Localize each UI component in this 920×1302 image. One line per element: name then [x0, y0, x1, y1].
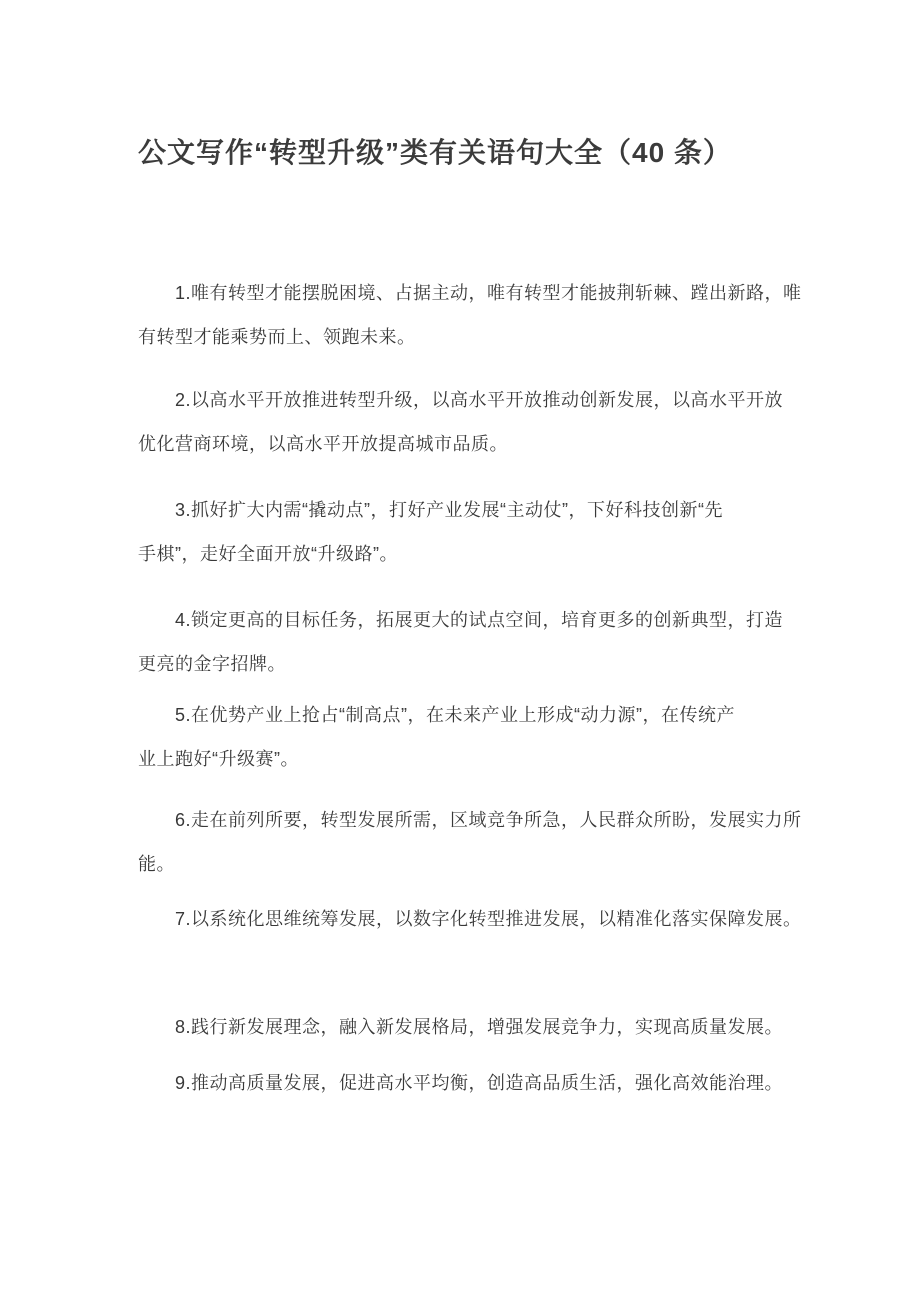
paragraph-line: 7.以系统化思维统筹发展，以数字化转型推进发展，以精准化落实保障发展。	[175, 909, 802, 929]
paragraph-line: 5.在优势产业上抢占“制高点”，在未来产业上形成“动力源”，在传统产	[175, 705, 735, 725]
paragraph-line: 更亮的金字招牌。	[138, 654, 286, 674]
paragraph-2	[138, 378, 790, 466]
paragraph-5	[138, 693, 790, 781]
paragraph-7	[138, 897, 802, 941]
paragraph-line: 有转型才能乘势而上、领跑未来。	[138, 327, 416, 347]
paragraph-8	[138, 1005, 790, 1049]
document-body	[138, 271, 802, 1105]
paragraph-line: 3.抓好扩大内需“撬动点”，打好产业发展“主动仗”，下好科技创新“先	[175, 500, 723, 520]
paragraph-4	[138, 598, 790, 686]
paragraph-line: 1.唯有转型才能摆脱困境、占据主动，唯有转型才能披荆斩棘、蹚出新路，唯	[175, 283, 802, 303]
paragraph-line: 4.锁定更高的目标任务，拓展更大的试点空间，培育更多的创新典型，打造	[175, 610, 784, 630]
paragraph-line: 6.走在前列所要，转型发展所需，区域竞争所急，人民群众所盼，发展实力所	[175, 810, 802, 830]
document-title: 公文写作“转型升级”类有关语句大全（40 条）	[138, 137, 732, 168]
paragraph-line: 手棋”，走好全面开放“升级路”。	[138, 544, 398, 564]
paragraph-line: 能。	[138, 854, 175, 874]
paragraph-line: 8.践行新发展理念，融入新发展格局，增强发展竞争力，实现高质量发展。	[175, 1017, 784, 1037]
paragraph-9	[138, 1061, 790, 1105]
paragraph-line: 9.推动高质量发展，促进高水平均衡，创造高品质生活，强化高效能治理。	[175, 1073, 784, 1093]
paragraph-line: 2.以高水平开放推进转型升级，以高水平开放推动创新发展，以高水平开放	[175, 390, 784, 410]
paragraph-line: 业上跑好“升级赛”。	[138, 749, 299, 769]
paragraph-line: 优化营商环境，以高水平开放提高城市品质。	[138, 434, 508, 454]
paragraph-1	[138, 271, 802, 359]
paragraph-6	[138, 798, 802, 886]
paragraph-3	[138, 488, 790, 576]
